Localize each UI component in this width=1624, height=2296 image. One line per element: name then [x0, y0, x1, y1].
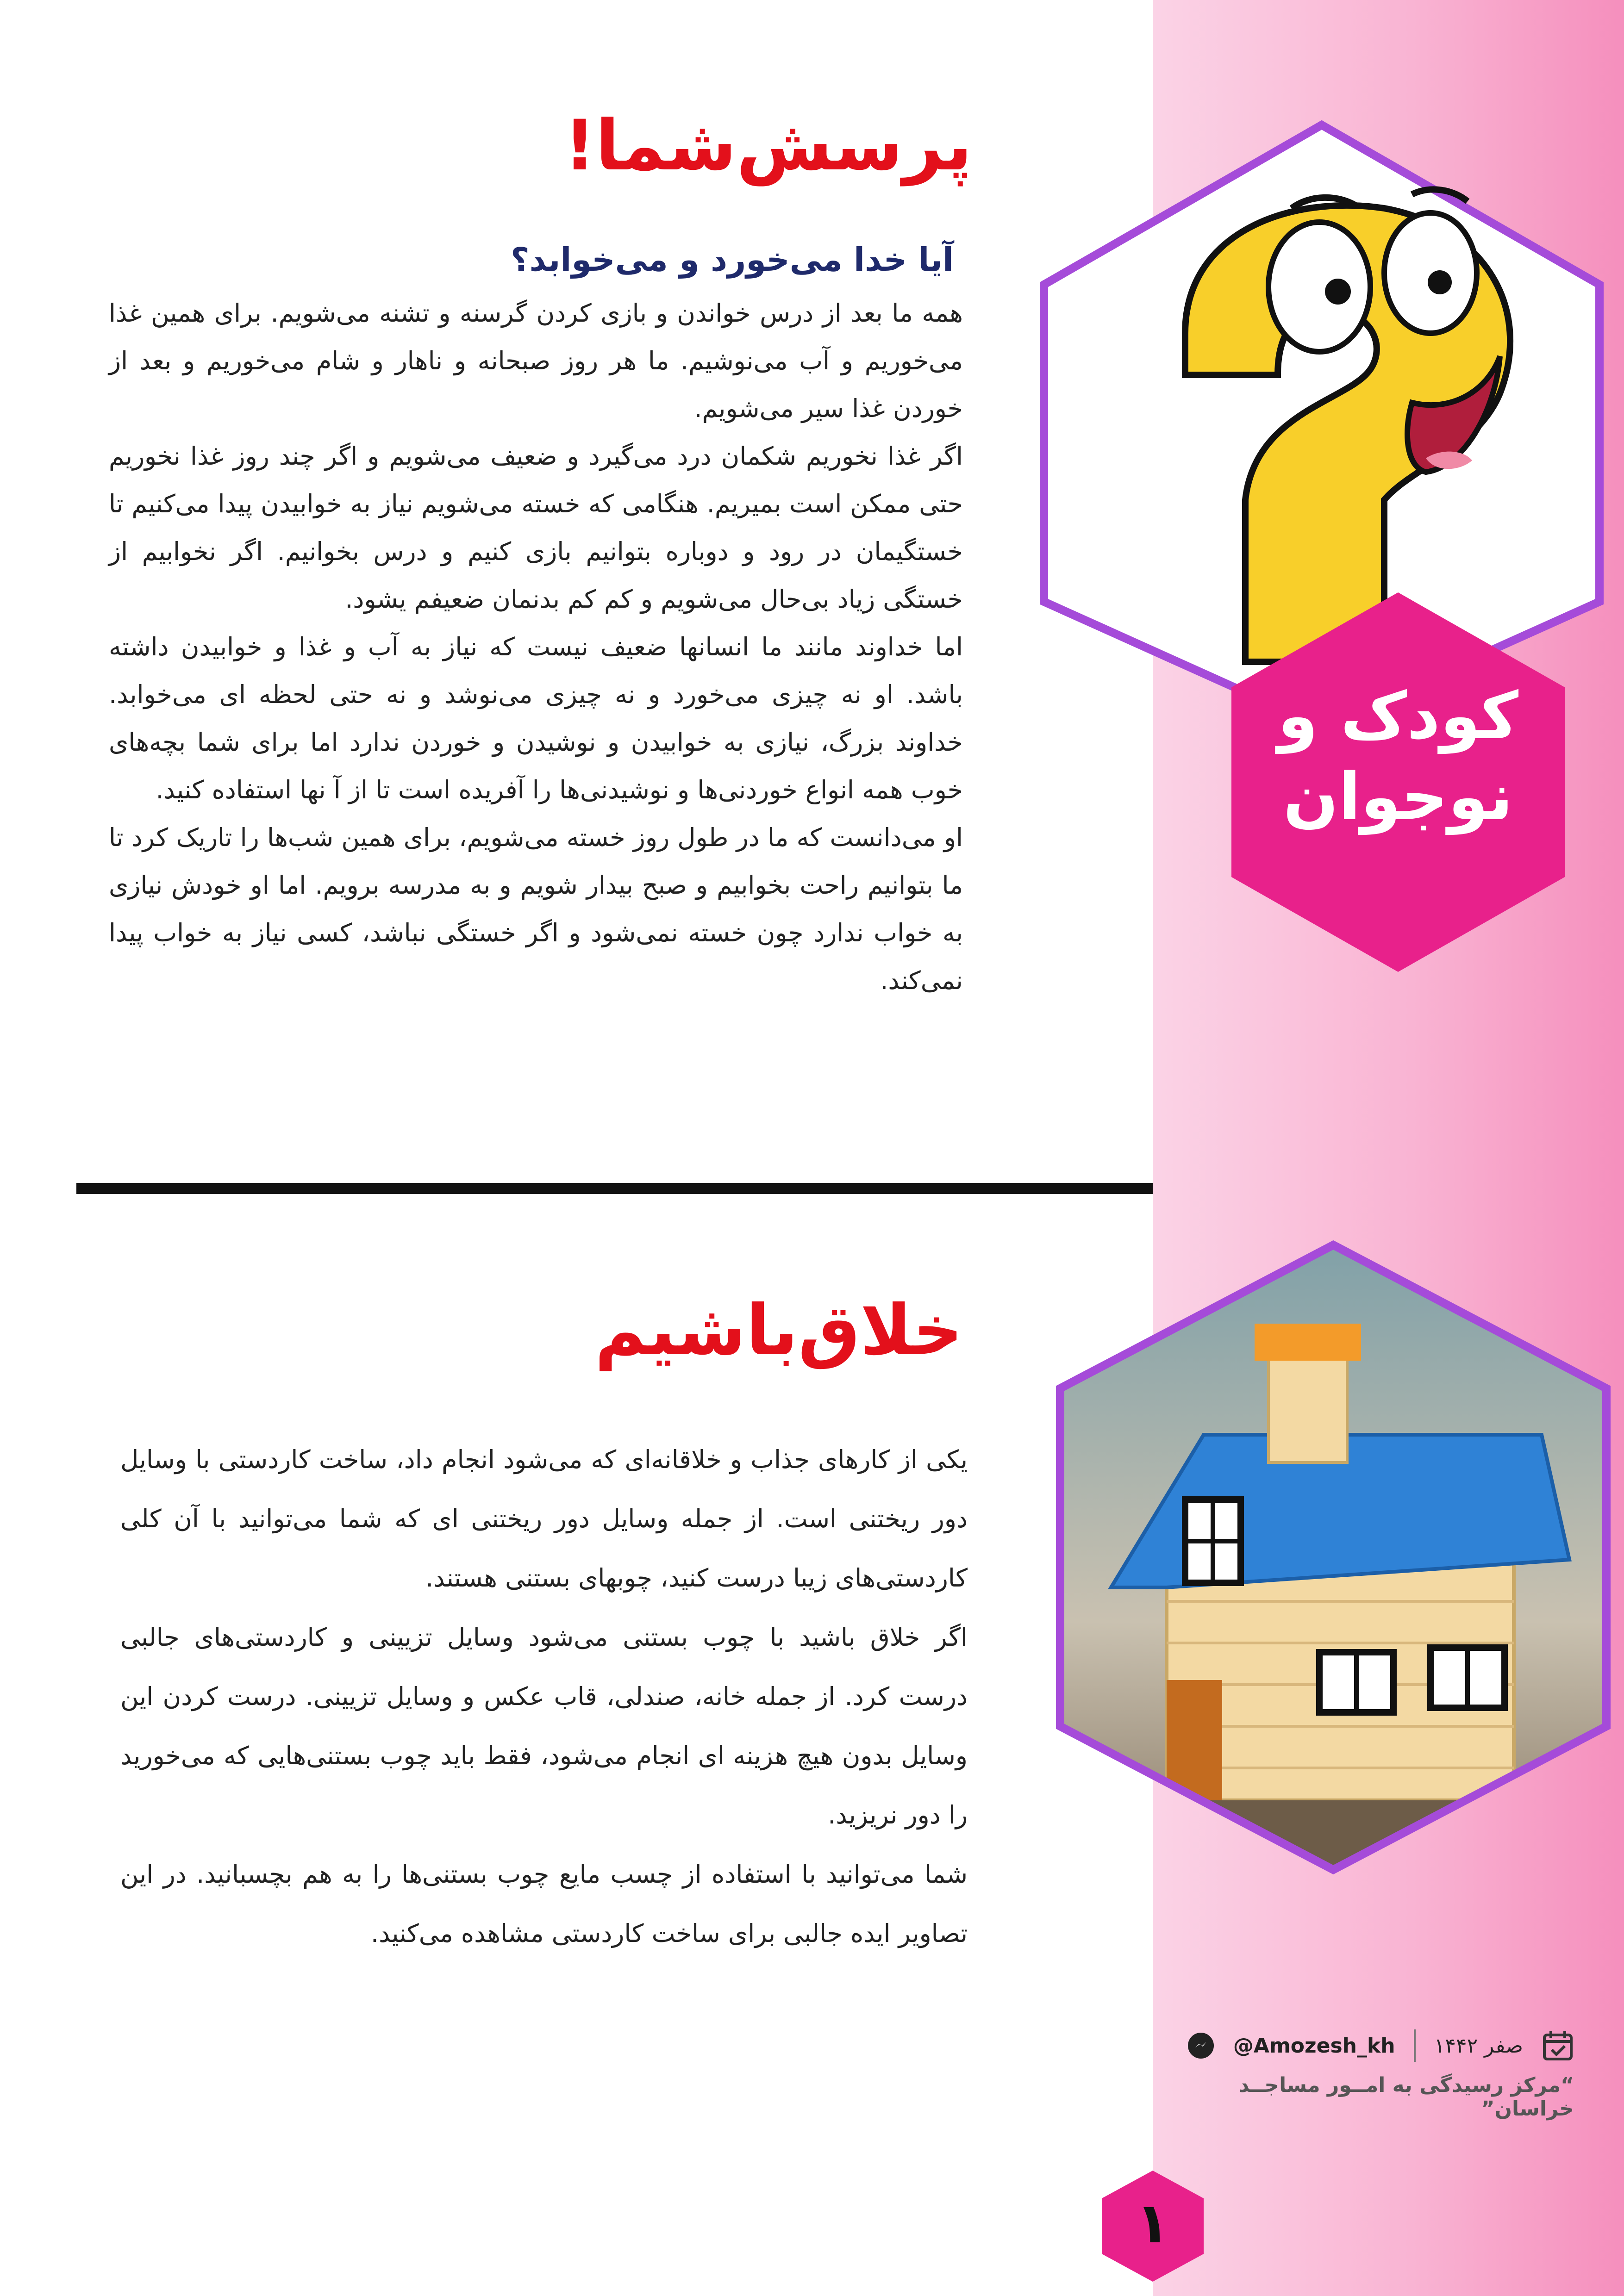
paragraph: همه ما بعد از درس خواندن و بازی کردن گرسنه و تشنه می‌شویم. برای همین غذا می‌خوریم و آب می‌نوشیم. ما هر روز صبحانه و ناهار و شام می‌خوریم و بعد از خوردن غذا سیر می‌شویم. — [109, 299, 963, 423]
badge-text — [1241, 676, 1555, 838]
page-number: ۱ — [1136, 2191, 1170, 2256]
footer-separator — [1414, 2029, 1416, 2062]
popsicle-stick-house-photo — [1051, 1236, 1616, 1879]
house-hexagon — [1051, 1236, 1616, 1879]
paragraph: یکی از کارهای جذاب و خلاقانه‌ای که می‌شود انجام داد، ساخت کاردستی با وسایل دور ریختنی است. از جمله وسایل دور ریختنی ای که شما می‌توانید با آن کلی کاردستی‌های زیبا درست کنید، چوبهای بستنی هستند. — [120, 1445, 968, 1593]
section-divider — [76, 1183, 1153, 1194]
question-heading: آیا خدا می‌خورد و می‌خوابد؟ — [511, 241, 954, 279]
section1-body — [109, 289, 963, 1004]
footer-meta — [1167, 2022, 1574, 2069]
paragraph: اگر خلاق باشید با چوب بستنی می‌شود وسایل تزیینی و کاردستی‌های جالبی درست کرد. از جمله خانه، صندلی، قاب عکس و وسایل تزیینی. درست کردن این وسایل بدون هیچ هزینه ای انجام می‌شود، فقط باید چوب بستنی‌هایی که می‌خورید را دور نریزید. — [120, 1623, 968, 1829]
paragraph: اما خداوند مانند ما انسانها ضعیف نیست که نیاز به آب و غذا و خوابیدن داشته باشد. او نه چیزی می‌خورد و نه چیزی می‌نوشد و نه حتی لحظه ای می‌خوابد. خداوند بزرگ، نیازی به خوابیدن و نوشیدن و خوردن ندارد اما برای شما بچه‌های خوب همه انواع خوردنی‌ها و نوشیدنی‌ها را آفریده است تا از آ نها استفاده کنید. — [109, 632, 963, 804]
section1-title: پرسش‌شما! — [564, 106, 972, 186]
messenger-icon — [1187, 2032, 1215, 2060]
footer-credit: “مرکز رسیدگی به امــور مساجــد خراسان” — [1238, 2073, 1574, 2121]
section2-title: خلاق‌باشیم — [594, 1290, 963, 1371]
badge-line-2: نوجوان — [1283, 759, 1513, 835]
footer-handle[interactable]: @Amozesh_kh — [1233, 2034, 1395, 2058]
footer-date: صفر ۱۴۴۲ — [1434, 2034, 1523, 2058]
badge-line-1: کودک و — [1277, 678, 1519, 754]
paragraph: شما می‌توانید با استفاده از چسب مایع چوب بستنی‌ها را به هم بچسبانید. در این تصاویر ایده جالبی برای ساخت کاردستی مشاهده می‌کنید. — [120, 1860, 968, 1948]
section2-body — [120, 1430, 968, 1963]
paragraph: اگر غذا نخوریم شکمان درد می‌گیرد و ضعیف می‌شویم و اگر چند روز غذا نخوریم حتی ممکن است بمیریم. هنگامی که خسته می‌شویم نیاز به خوابیدن پیدا می‌کنیم تا خستگیمان در رود و دوباره بتوانیم بازی کنیم و درس بخوانیم. اگر نخوابیم از خستگی زیاد بی‌حال می‌شویم و کم کم بدنمان ضعیفم یشود. — [109, 442, 963, 614]
calendar-check-icon — [1542, 2029, 1574, 2062]
paragraph: او می‌دانست که ما در طول روز خسته می‌شویم، برای همین شب‌ها را تاریک کرد تا ما بتوانیم راحت بخوابیم و صبح بیدار شویم و به مدرسه برویم. اما او خودش نیازی به خواب ندارد چون خسته نمی‌شود و اگر خستگی نباشد، کسی نیاز به خواب پیدا نمی‌کند. — [109, 823, 963, 995]
